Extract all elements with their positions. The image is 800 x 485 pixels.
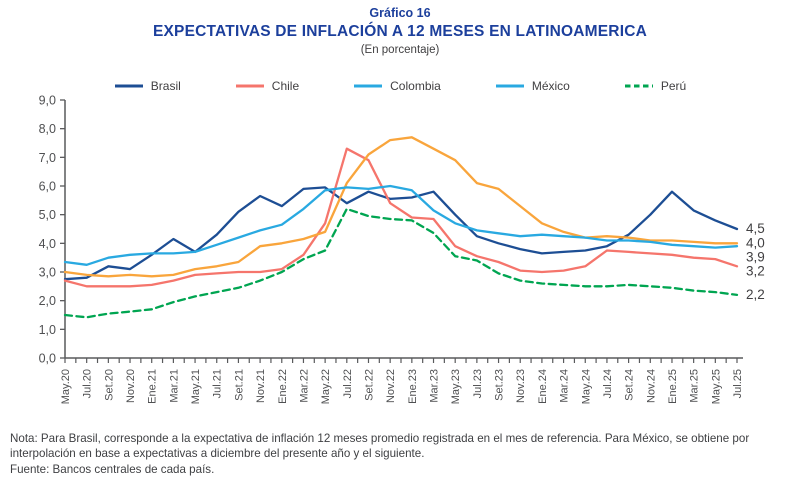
series-line-brasil <box>65 187 737 279</box>
x-tick-label: Nov.24 <box>645 369 658 404</box>
x-tick-label: Mar.24 <box>558 369 571 403</box>
x-tick-label: Mar.25 <box>688 369 701 403</box>
x-tick-label: Mar.21 <box>168 369 181 403</box>
chart-svg <box>0 90 800 425</box>
y-tick-label: 0,0 <box>38 351 56 366</box>
x-tick-label: Jul.25 <box>732 369 744 399</box>
legend-swatch-icon <box>353 82 383 90</box>
legend-swatch-icon <box>235 82 265 90</box>
series-end-label: 4,5 <box>746 221 765 236</box>
x-tick-label: Jul.22 <box>341 369 354 399</box>
legend-label: Brasil <box>150 79 181 93</box>
legend-label: Colombia <box>390 79 441 93</box>
series-line-chile <box>65 149 737 287</box>
x-tick-label: Set.20 <box>103 369 116 401</box>
x-tick-label: Jul.20 <box>81 369 94 399</box>
series-end-label: 3,2 <box>746 263 765 279</box>
x-tick-label: Set.24 <box>623 369 636 401</box>
y-tick-label: 3,0 <box>38 265 56 280</box>
y-tick-label: 9,0 <box>38 93 56 108</box>
x-tick-label: Nov.21 <box>255 369 268 404</box>
x-tick-label: Nov.20 <box>125 369 138 404</box>
x-tick-label: Jul.24 <box>601 369 614 399</box>
chart-title: EXPECTATIVAS DE INFLACIÓN A 12 MESES EN LATINOAMERICA <box>152 23 647 40</box>
x-tick-label: Ene.25 <box>666 369 679 404</box>
x-tick-label: Jul.23 <box>471 369 484 399</box>
x-tick-label: Mar.23 <box>428 369 441 403</box>
x-tick-label: Ene.21 <box>146 369 159 404</box>
y-tick-label: 6,0 <box>38 179 56 194</box>
chart-footer <box>10 431 794 477</box>
x-tick-label: May.22 <box>320 369 333 405</box>
chart-header <box>0 6 800 56</box>
x-tick-label: Set.21 <box>233 369 246 401</box>
chart-area <box>0 90 800 425</box>
x-tick-label: Nov.23 <box>515 369 528 404</box>
x-tick-label: May.25 <box>710 369 723 405</box>
x-tick-label: Ene.23 <box>406 369 419 404</box>
y-tick-label: 2,0 <box>38 294 56 309</box>
y-tick-label: 5,0 <box>38 208 56 223</box>
x-tick-label: May.24 <box>580 369 593 405</box>
y-tick-label: 1,0 <box>38 322 56 337</box>
legend-swatch-icon <box>624 82 654 90</box>
chart-subtitle: (En porcentaje) <box>360 44 440 56</box>
legend-label: Perú <box>660 79 687 93</box>
x-tick-label: Jul.21 <box>211 369 224 399</box>
note-text: Nota: Para Brasil, corresponde a la expectativa de inflación 12 meses promedio registrada en el mes de referencia. Para México, se obtiene por interpolación en base a expectativas a diciembre del presente año y el siguiente. <box>10 432 750 461</box>
series-end-label: 3,9 <box>746 249 765 265</box>
legend-swatch-icon <box>114 82 144 90</box>
series-end-label: 2,2 <box>746 286 765 302</box>
legend-swatch-icon <box>495 82 525 90</box>
y-tick-label: 4,0 <box>38 236 56 251</box>
y-tick-label: 7,0 <box>38 150 56 165</box>
x-tick-label: May.20 <box>60 369 72 405</box>
series-line-colombia <box>65 137 737 276</box>
series-line-per <box>65 209 737 317</box>
x-tick-label: Ene.22 <box>276 369 289 404</box>
legend-label: México <box>531 79 570 93</box>
x-tick-label: Nov.22 <box>385 369 398 404</box>
x-tick-label: May.21 <box>190 369 203 405</box>
x-tick-label: Set.23 <box>493 369 506 401</box>
x-tick-label: Mar.22 <box>298 369 311 403</box>
chart-number: Gráfico 16 <box>369 6 431 20</box>
x-tick-label: Ene.24 <box>536 369 549 404</box>
x-tick-label: May.23 <box>450 369 463 405</box>
x-tick-label: Set.22 <box>363 369 376 401</box>
source-text: Fuente: Bancos centrales de cada país. <box>10 462 215 476</box>
legend-label: Chile <box>271 79 300 93</box>
series-end-label: 4,0 <box>746 235 765 251</box>
y-tick-label: 8,0 <box>38 122 56 137</box>
